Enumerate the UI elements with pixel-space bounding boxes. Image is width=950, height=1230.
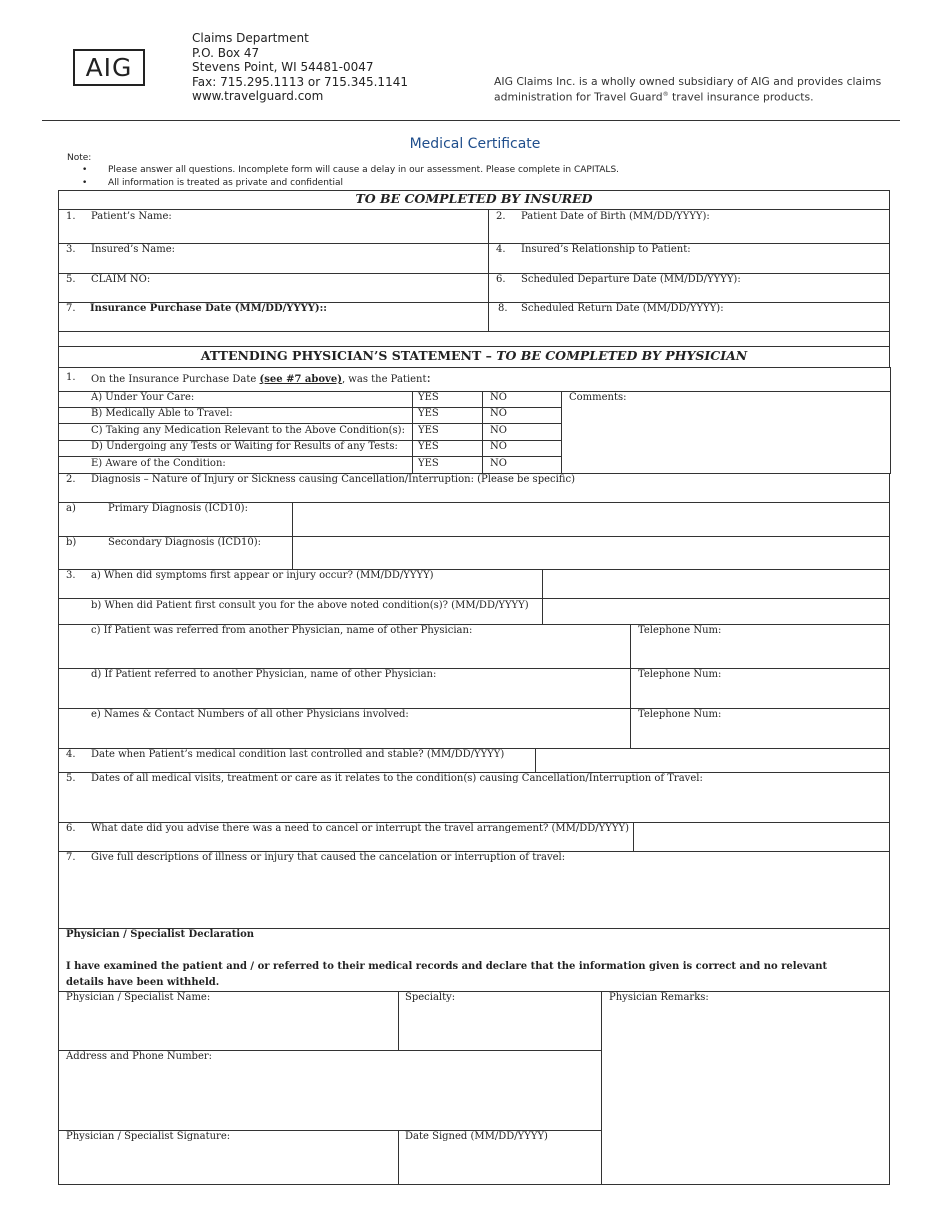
first-consult-date-field[interactable]: b) When did Patient first consult you for the above noted condition(s)? (MM/DD/YYYY) bbox=[91, 600, 529, 611]
q1-row-label: D) Undergoing any Tests or Waiting for Results of any Tests: bbox=[91, 441, 398, 452]
question-number: 7. bbox=[66, 852, 76, 863]
divider bbox=[58, 423, 561, 424]
divider bbox=[58, 273, 890, 274]
physician-name-field[interactable]: Physician / Specialist Name: bbox=[66, 992, 211, 1003]
secondary-diagnosis-field[interactable]: Secondary Diagnosis (ICD10): bbox=[108, 537, 261, 548]
no-option[interactable]: NO bbox=[490, 458, 507, 469]
q1-row-label: B) Medically Able to Travel: bbox=[91, 408, 233, 419]
symptoms-date-field[interactable]: a) When did symptoms first appear or injury occur? (MM/DD/YYYY) bbox=[91, 570, 434, 581]
address-line: Claims Department bbox=[192, 31, 309, 45]
field-label: Insured’s Relationship to Patient: bbox=[521, 244, 691, 255]
telephone-field[interactable]: Telephone Num: bbox=[638, 669, 722, 680]
logo-text: AIG bbox=[85, 53, 133, 82]
note-list bbox=[82, 164, 619, 190]
divider bbox=[58, 209, 890, 210]
visit-dates-field[interactable]: Dates of all medical visits, treatment or care as it relates to the condition(s) causing Cancellation/Interruption of Travel: bbox=[91, 773, 703, 784]
q3-box bbox=[58, 569, 890, 749]
address-phone-field[interactable]: Address and Phone Number: bbox=[66, 1051, 213, 1062]
date-signed-field[interactable]: Date Signed (MM/DD/YYYY) bbox=[405, 1131, 548, 1142]
divider bbox=[412, 391, 413, 474]
divider bbox=[630, 624, 631, 749]
yes-option[interactable]: YES bbox=[418, 425, 439, 436]
address-line: Stevens Point, WI 54481-0047 bbox=[192, 60, 374, 75]
yes-option[interactable]: YES bbox=[418, 458, 439, 469]
website-link[interactable]: www.travelguard.com bbox=[192, 89, 324, 104]
q1-row-label: C) Taking any Medication Relevant to the Above Condition(s): bbox=[91, 425, 405, 436]
field-label: Patient’s Name: bbox=[91, 211, 172, 222]
no-option[interactable]: NO bbox=[490, 441, 507, 452]
telephone-field[interactable]: Telephone Num: bbox=[638, 709, 722, 720]
field-number: 8. bbox=[498, 303, 508, 314]
registered-mark: ® bbox=[662, 91, 669, 98]
field-number: 7. bbox=[66, 303, 76, 314]
q1-row-label: A) Under Your Care: bbox=[91, 392, 195, 403]
field-number: 3. bbox=[66, 244, 76, 255]
insured-heading: TO BE COMPLETED BY INSURED bbox=[355, 191, 593, 206]
q1-colon: : bbox=[426, 371, 431, 386]
note-label: Note: bbox=[67, 153, 92, 163]
referred-from-field[interactable]: c) If Patient was referred from another Physician, name of other Physician: bbox=[91, 625, 473, 636]
no-option[interactable]: NO bbox=[490, 408, 507, 419]
divider bbox=[58, 598, 890, 599]
claims-address bbox=[192, 31, 408, 104]
question-number: a) bbox=[66, 503, 76, 514]
divider bbox=[488, 209, 489, 331]
divider bbox=[398, 1130, 399, 1185]
divider bbox=[58, 243, 890, 244]
question-number: 2. bbox=[66, 474, 76, 485]
bullet-icon: • bbox=[82, 165, 88, 175]
header-divider bbox=[42, 120, 900, 121]
question-number: 4. bbox=[66, 749, 76, 760]
heading-text: TO BE COMPLETED BY PHYSICIAN bbox=[496, 348, 748, 363]
physician-heading bbox=[58, 348, 890, 363]
divider bbox=[398, 991, 399, 1050]
stable-date-field[interactable]: Date when Patient’s medical condition last controlled and stable? (MM/DD/YYYY) bbox=[91, 749, 505, 760]
declaration-title: Physician / Specialist Declaration bbox=[66, 929, 255, 940]
field-label: Patient Date of Birth (MM/DD/YYYY): bbox=[521, 211, 710, 222]
divider bbox=[292, 502, 293, 570]
subsidiary-text: administration for Travel Guard bbox=[494, 90, 663, 104]
field-number: 2. bbox=[496, 211, 506, 222]
q2-box bbox=[58, 473, 890, 570]
q1-text: , was the Patient bbox=[341, 374, 427, 385]
illness-description-field[interactable]: Give full descriptions of illness or injury that caused the cancelation or interruption of travel: bbox=[91, 852, 566, 863]
other-physicians-field[interactable]: e) Names & Contact Numbers of all other Physicians involved: bbox=[91, 709, 409, 720]
question-number: 1. bbox=[66, 372, 76, 383]
divider bbox=[542, 569, 543, 624]
referred-to-field[interactable]: d) If Patient referred to another Physician, name of other Physician: bbox=[91, 669, 437, 680]
signature-field[interactable]: Physician / Specialist Signature: bbox=[66, 1131, 231, 1142]
insured-section bbox=[58, 190, 890, 347]
subsidiary-line: AIG Claims Inc. is a wholly owned subsidiary of AIG and provides claims bbox=[494, 75, 882, 88]
note-text: All information is treated as private and confidential bbox=[108, 178, 343, 188]
divider bbox=[633, 822, 634, 852]
field-label: Insured’s Name: bbox=[91, 244, 176, 255]
field-number: 5. bbox=[66, 274, 76, 285]
note-item bbox=[82, 164, 619, 177]
specialty-field[interactable]: Specialty: bbox=[405, 992, 456, 1003]
note-text: Please answer all questions. Incomplete form will cause a delay in our assessment. Please complete in CAPITALS. bbox=[108, 165, 620, 175]
no-option[interactable]: NO bbox=[490, 425, 507, 436]
question-number: 5. bbox=[66, 773, 76, 784]
field-number: 4. bbox=[496, 244, 506, 255]
bullet-icon: • bbox=[82, 178, 88, 188]
subsidiary-text: travel insurance products. bbox=[668, 90, 814, 104]
divider bbox=[482, 391, 483, 474]
field-label: CLAIM NO: bbox=[91, 274, 151, 285]
divider bbox=[601, 991, 602, 1185]
divider bbox=[561, 391, 562, 474]
comments-field[interactable]: Comments: bbox=[569, 392, 627, 403]
field-label: Insurance Purchase Date (MM/DD/YYYY):: bbox=[90, 303, 327, 314]
q1-text: On the Insurance Purchase Date bbox=[91, 374, 260, 385]
telephone-field[interactable]: Telephone Num: bbox=[638, 625, 722, 636]
question-number: 6. bbox=[66, 823, 76, 834]
field-number: 1. bbox=[66, 211, 76, 222]
divider bbox=[535, 748, 536, 773]
subsidiary-statement bbox=[494, 75, 881, 104]
aig-logo bbox=[73, 49, 145, 86]
field-label: Scheduled Departure Date (MM/DD/YYYY): bbox=[521, 274, 741, 285]
question-number: 3. bbox=[66, 570, 76, 581]
yes-option[interactable]: YES bbox=[418, 392, 439, 403]
physician-remarks-field[interactable]: Physician Remarks: bbox=[609, 992, 709, 1003]
cancel-advice-date-field[interactable]: What date did you advise there was a need to cancel or interrupt the travel arrangement? (MM/DD/YYYY) bbox=[91, 823, 629, 834]
page-title: Medical Certificate bbox=[409, 136, 541, 152]
divider bbox=[58, 331, 890, 332]
subsidiary-line bbox=[494, 88, 881, 104]
declaration-text: I have examined the patient and / or referred to their medical records and declare that the information given is correct and no relevant details have been withheld. bbox=[66, 961, 828, 988]
question-number: b) bbox=[66, 537, 77, 548]
q2-question: Diagnosis – Nature of Injury or Sickness causing Cancellation/Interruption: (Please be specific) bbox=[91, 474, 575, 485]
field-number: 6. bbox=[496, 274, 506, 285]
heading-text: ATTENDING PHYSICIAN’S STATEMENT – bbox=[200, 348, 497, 363]
field-label: Scheduled Return Date (MM/DD/YYYY): bbox=[521, 303, 724, 314]
divider bbox=[58, 456, 561, 457]
no-option[interactable]: NO bbox=[490, 392, 507, 403]
primary-diagnosis-field[interactable]: Primary Diagnosis (ICD10): bbox=[108, 503, 248, 514]
address-line: Fax: 715.295.1113 or 715.345.1141 bbox=[192, 74, 408, 89]
yes-option[interactable]: YES bbox=[418, 441, 439, 452]
q1-row-label: E) Aware of the Condition: bbox=[91, 458, 226, 469]
address-line: P.O. Box 47 bbox=[192, 45, 260, 60]
yes-option[interactable]: YES bbox=[418, 408, 439, 419]
q1-question bbox=[91, 371, 431, 386]
note-item bbox=[82, 177, 619, 190]
q1-reference: (see #7 above) bbox=[259, 374, 342, 385]
